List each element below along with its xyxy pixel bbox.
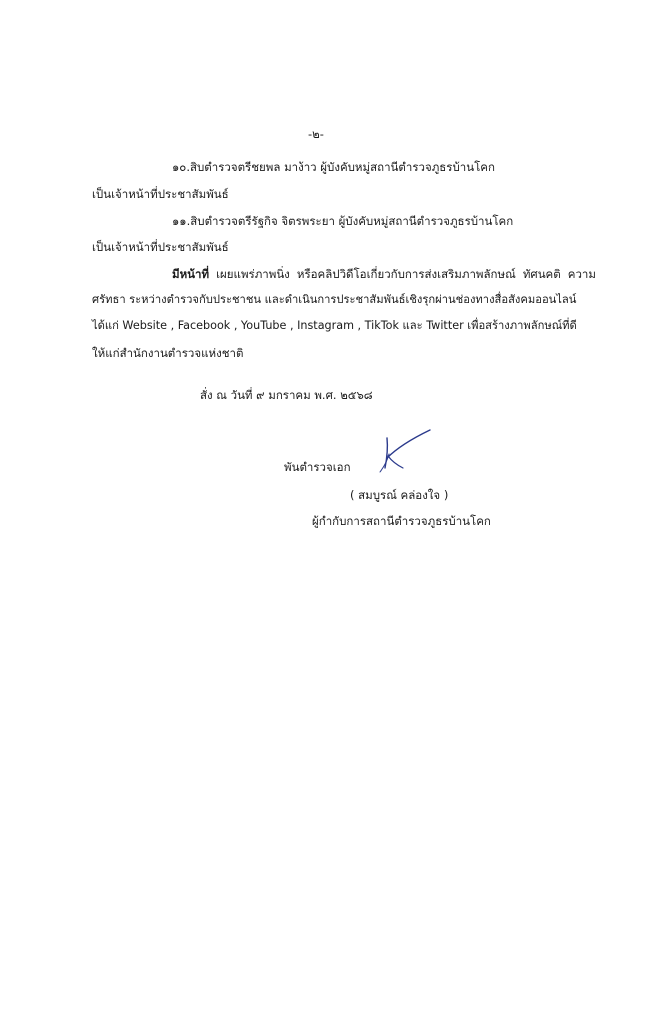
appointee-10-name: ๑๐.สิบตำรวจตรีชยพล มาง้าว ผู้บังคับหมู่สถานีตำรวจภูธรบ้านโคก xyxy=(172,160,495,174)
duty-word: ความ xyxy=(567,267,596,281)
appointee-10-role: เป็นเจ้าหน้าที่ประชาสัมพันธ์ xyxy=(92,187,229,201)
duty-word: หรือคลิปวิดีโอเกี่ยวกับการส่งเสริมภาพลักษณ์ xyxy=(296,267,516,281)
duty-label: มีหน้าที่ xyxy=(172,267,210,281)
duty-word: เผยแพร่ภาพนิ่ง xyxy=(216,267,290,281)
duty-line-1 xyxy=(172,266,596,282)
signature xyxy=(375,428,435,474)
duty-line-3: ได้แก่ Website , Facebook , YouTube , Instagram , TikTok และ Twitter เพื่อสร้างภาพลักษณ์ที่ดี xyxy=(92,319,577,332)
duty-line-2: ศรัทธา ระหว่างตำรวจกับประชาชน และดำเนินการประชาสัมพันธ์เชิงรุกผ่านช่องทางสื่อสังคมออนไลน์ xyxy=(92,293,577,306)
order-date: สั่ง ณ วันที่ ๙ มกราคม พ.ศ. ๒๕๖๘ xyxy=(200,388,373,402)
signer-position: ผู้กำกับการสถานีตำรวจภูธรบ้านโคก xyxy=(312,514,491,528)
appointee-11-role: เป็นเจ้าหน้าที่ประชาสัมพันธ์ xyxy=(92,240,229,254)
duty-word: ทัศนคติ xyxy=(522,267,561,281)
appointee-11-name: ๑๑.สิบตำรวจตรีรัฐกิจ จิตรพระยา ผู้บังคับหมู่สถานีตำรวจภูธรบ้านโคก xyxy=(172,214,514,228)
duty-line-4: ให้แก่สำนักงานตำรวจแห่งชาติ xyxy=(92,346,244,360)
signer-name: ( สมบูรณ์ คล่องใจ ) xyxy=(350,488,449,502)
signer-rank: พันตำรวจเอก xyxy=(284,460,351,474)
page-number: -๒- xyxy=(308,127,324,141)
